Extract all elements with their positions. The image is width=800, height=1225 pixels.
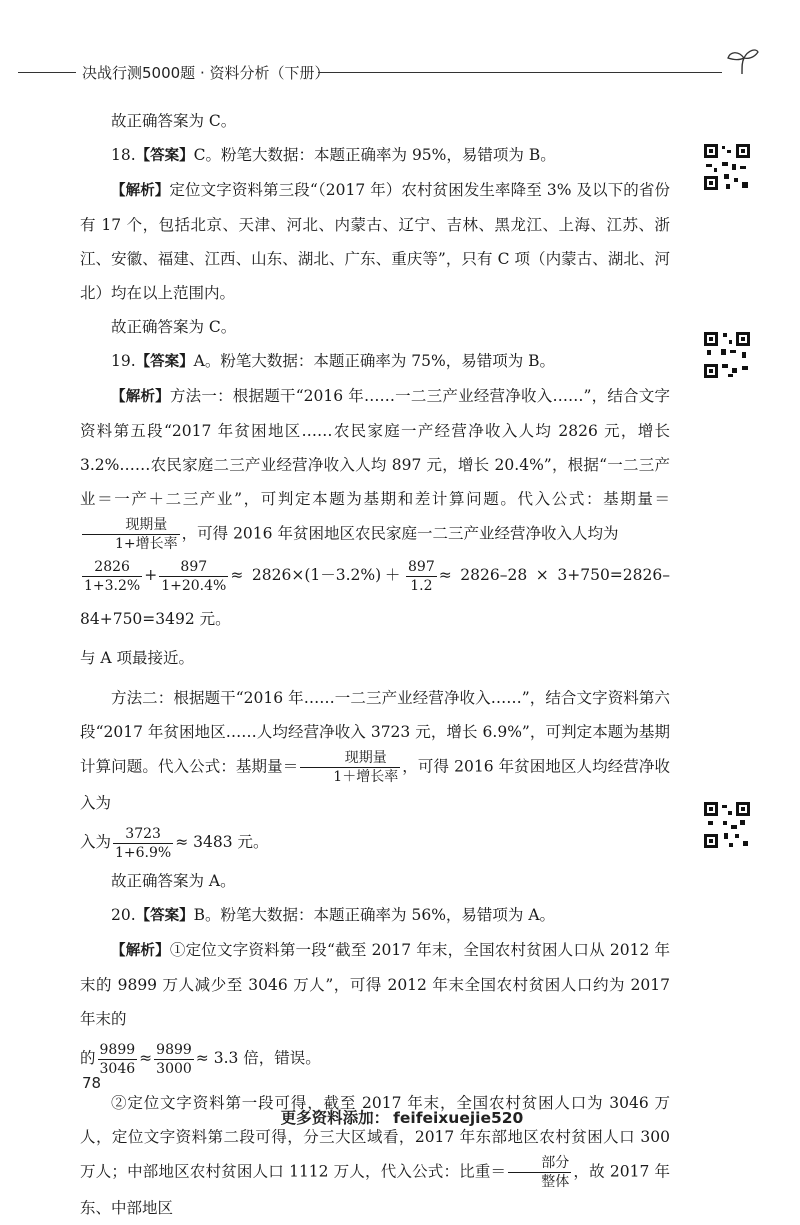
q19-method-one-text-b: ，可得 2016 年贫困地区农民家庭一二三产业经营净收入人均为 — [181, 524, 619, 543]
running-header — [0, 58, 800, 86]
sprout-icon — [722, 46, 762, 76]
q20-ratio-line: 的 $\frac{9899}{3046}$ ≈ $\frac{9899}{3000}$ ≈ 3.3 倍，错误。 — [80, 1041, 321, 1077]
footer-label: 更多资料添加： — [280, 1109, 390, 1127]
conclusion-line: 故正确答案为 C。 — [111, 112, 237, 130]
header-title: 决战行测5000题 · 资料分析（下册） — [82, 64, 330, 82]
q20-explanation-two-text: ②定位文字资料第一段可得，截至 2017 年末，全国农村贫困人口为 3046 万人，定位文字资料第二段可得，分三大区域看，2017 年东部地区农村贫困人口 300 万人；中部地区农村贫困人口 1112 万人，代入公式：比重＝ — [80, 1094, 670, 1181]
q20-explanation-one-text: ①定位文字资料第一段“截至 2017 年末，全国农村贫困人口从 2012 年末的 9899 万人减少至 3046 万人”，可得 2012 年末全国农村贫困人口约为 2017 年末的 — [80, 941, 671, 1028]
proportion-fraction: $\frac{\text{部分}}{\text{整体}}$ — [508, 1154, 571, 1191]
conclusion-line: 故正确答案为 A。 — [111, 872, 236, 890]
answer-label: 【答案】 — [135, 908, 194, 924]
q20-explanation-one — [80, 933, 670, 1036]
header-rule-left — [18, 72, 76, 73]
question-number: 18. — [111, 146, 136, 164]
question-number: 19. — [111, 352, 136, 370]
base-formula-fraction: $\frac{\text{现期量}}{\text{1＋增长率}}$ — [300, 749, 400, 786]
q19-answer-line — [80, 344, 670, 379]
fraction-2826: $\frac{2826}{1+3.2\%}$ — [84, 558, 141, 594]
page-number: 78 — [82, 1074, 102, 1092]
qr-code-icon[interactable] — [702, 330, 752, 380]
q20-explanation-two: ②定位文字资料第一段可得，截至 2017 年末，全国农村贫困人口为 3046 万人，定位文字资料第二段可得，分三大区域看，2017 年东部地区农村贫困人口 300 万人；中部地区农村贫困人口 1112 万人，代入公式：比重＝ $\frac{\text{部分}}{\text{整体}}$ ，故 2017 年东、中部地区 — [80, 1094, 670, 1217]
q20-answer-text: B。粉笔大数据：本题正确率为 56%，易错项为 A。 — [193, 906, 556, 924]
footer-note — [0, 1106, 800, 1128]
q19-method-two: 方法二：根据题干“2016 年……一二三产业经营净收入……”，结合文字资料第六段“2017 年贫困地区……人均经营净收入 3723 元，增长 6.9%”，可判定本题为基期计算问题。代入公式：基期量＝ $\frac{\text{现期量}}{\text{1＋增长率}}$ ，可得 2016 年贫困地区人均经营净收入为 — [80, 689, 670, 812]
q18-explanation — [80, 173, 670, 310]
qr-code-icon[interactable] — [702, 142, 752, 192]
analysis-label: 【解析】 — [111, 943, 170, 959]
q19-answer-text: A。粉笔大数据：本题正确率为 75%，易错项为 B。 — [193, 352, 556, 370]
page-body — [80, 104, 670, 1225]
q18-explanation-text: 定位文字资料第三段“（2017 年）农村贫困发生率降至 3% 及以下的省份有 17 个，包括北京、天津、河北、内蒙古、辽宁、吉林、黑龙江、上海、江苏、浙江、安徽、福建、江西、山东、湖北、广东、重庆等”，只有 C 项（内蒙古、湖北、河北）均在以上范围内。 — [80, 181, 671, 302]
q19-method-two-result: 入为 $\frac{3723}{1+6.9\%}$ ≈ 3483 元。 — [80, 825, 269, 861]
q20-answer-line — [80, 898, 670, 933]
answer-label: 【答案】 — [135, 354, 194, 370]
qr-code-icon[interactable] — [702, 800, 752, 850]
fraction-897: $\frac{897}{1+20.4\%}$ — [161, 558, 227, 594]
analysis-label: 【解析】 — [111, 389, 170, 405]
q18-answer-text: C。粉笔大数据：本题正确率为 95%，易错项为 B。 — [193, 146, 556, 164]
fraction-3723: $\frac{3723}{1+6.9\%}$ — [115, 825, 172, 861]
answer-label: 【答案】 — [135, 148, 194, 164]
base-formula-fraction: $\frac{\text{现期量}}{\text{1+增长率}}$ — [82, 516, 180, 553]
q19-method-two-text: 方法二：根据题干“2016 年……一二三产业经营净收入……”，结合文字资料第六段“2017 年贫困地区……人均经营净收入 3723 元，增长 6.9%”，可判定本题为基期计算问题。代入公式：基期量＝ — [80, 689, 670, 776]
q19-method-one-text: 方法一：根据题干“2016 年……一二三产业经营净收入……”，结合文字资料第五段“2017 年贫困地区……农民家庭一产经营净收入人均 2826 元，增长 3.2%……农民家庭二三产业经营净收入人均 897 元，增长 20.4%”，根据“一二三产业＝一产＋二三产业”，可判定本题为基期和差计算问题。代入公式：基期量＝ — [80, 387, 670, 508]
q19-calculation: $\frac{2826}{1+3.2\%}$ + $\frac{897}{1+20.4\%}$ ≈ 2826×(1－3.2%)＋ $\frac{897}{1.2}$ ≈ 2826–28 × 3+750=2826–84+750=3492 元。 — [80, 558, 670, 628]
q18-answer-line — [80, 138, 670, 173]
footer-handle: feifeixuejie520 — [393, 1109, 524, 1127]
header-rule-right — [318, 72, 722, 73]
fraction-9899-3000: $\frac{9899}{3000}$ — [156, 1041, 192, 1077]
q19-method-one — [80, 379, 670, 553]
q19-closest-line: 与 A 项最接近。 — [80, 649, 195, 667]
fraction-9899-3046: $\frac{9899}{3046}$ — [99, 1041, 136, 1077]
analysis-label: 【解析】 — [111, 183, 170, 199]
conclusion-line: 故正确答案为 C。 — [111, 318, 237, 336]
fraction-897-approx: $\frac{897}{1.2}$ — [408, 558, 435, 594]
question-number: 20. — [111, 906, 136, 924]
